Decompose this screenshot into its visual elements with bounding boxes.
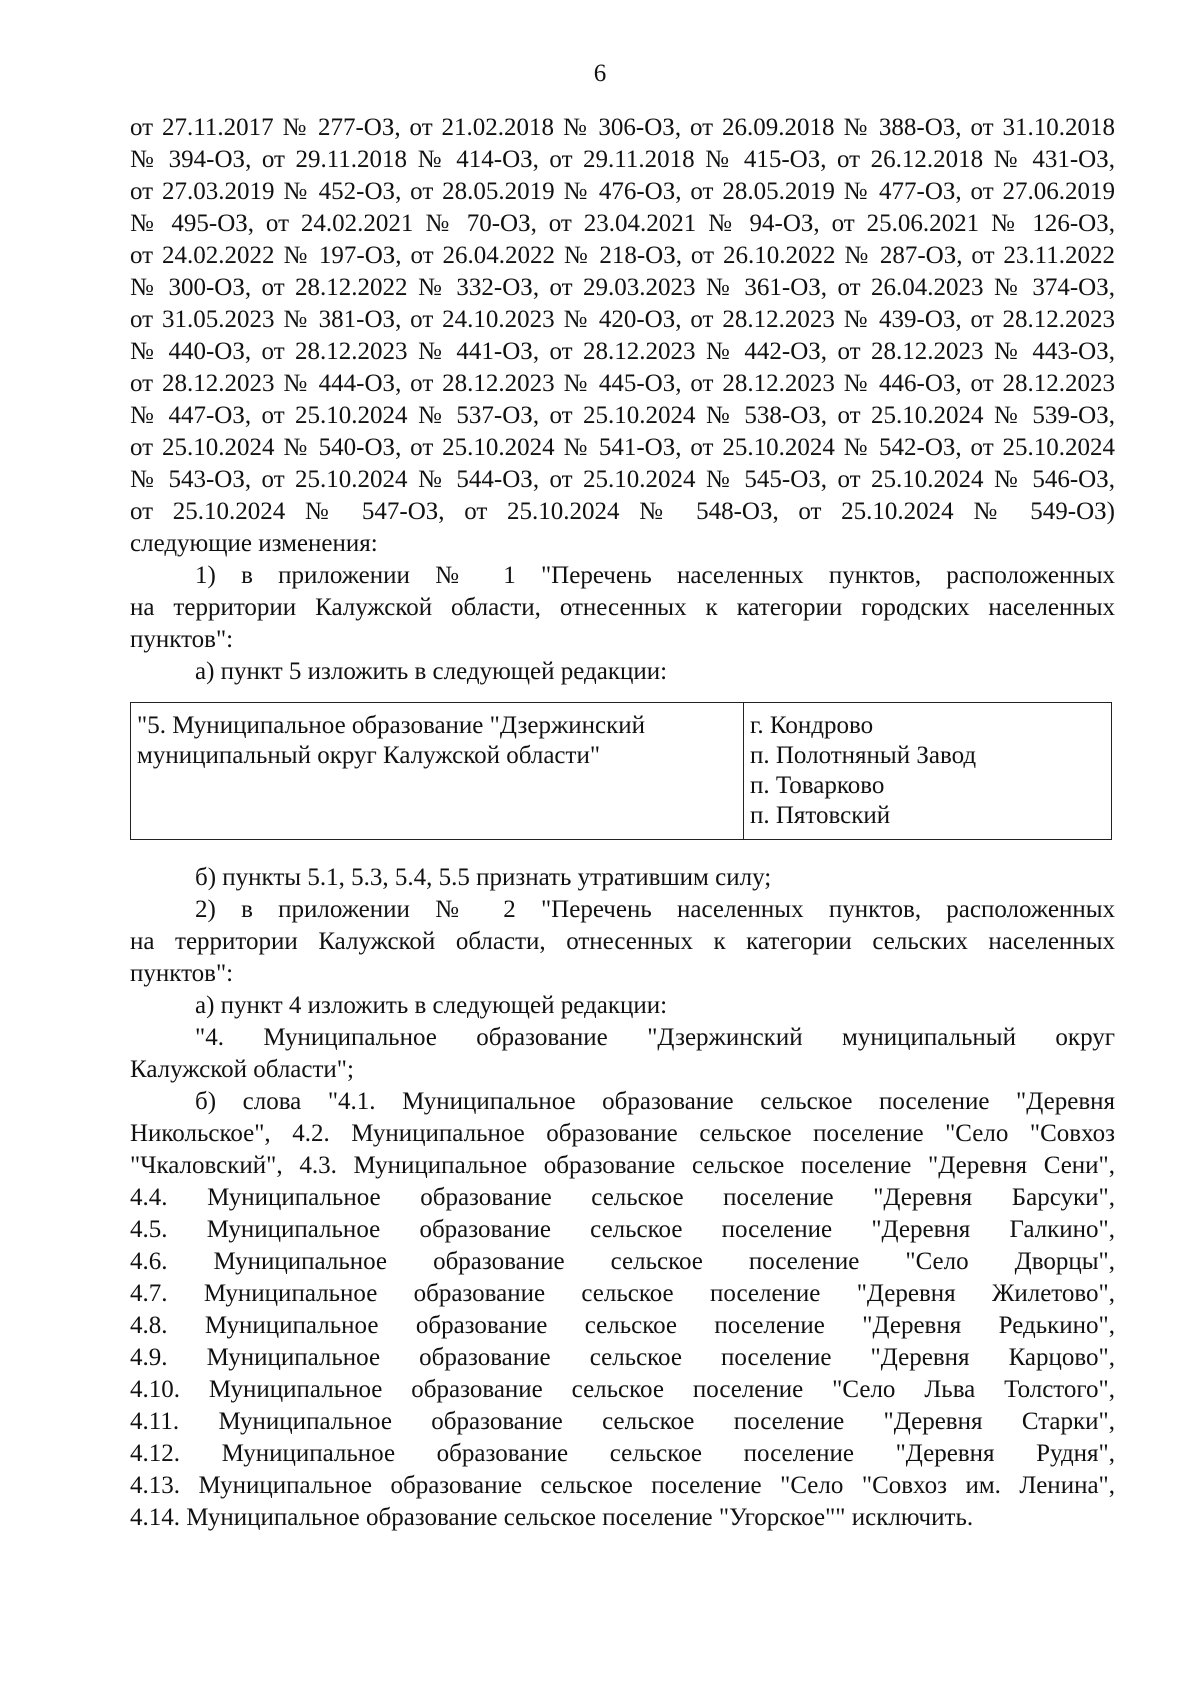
table-row — [131, 703, 1112, 840]
text-line: № 543-ОЗ, от 25.10.2024 № 544-ОЗ, от 25.10.2024 № 545-ОЗ, от 25.10.2024 № 546-ОЗ, — [130, 466, 1115, 493]
cell-line: г. Кондрово — [750, 712, 874, 739]
text-line: 4.7. Муниципальное образование сельское поселение "Деревня Жилетово", — [130, 1280, 1115, 1307]
cell-line: муниципальный округ Калужской области" — [137, 742, 601, 769]
text-line: 4.10. Муниципальное образование сельское поселение "Село Льва Толстого", — [130, 1376, 1115, 1403]
item-1a: а) пункт 5 изложить в следующей редакции: — [195, 658, 668, 685]
text-line: 4.13. Муниципальное образование сельское поселение "Село "Совхоз им. Ленина", — [130, 1472, 1115, 1499]
text-line: от 24.02.2022 № 197-ОЗ, от 26.04.2022 № 218-ОЗ, от 26.10.2022 № 287-ОЗ, от 23.11.2022 — [130, 242, 1115, 269]
text-line: 4.5. Муниципальное образование сельское поселение "Деревня Галкино", — [130, 1216, 1115, 1243]
text-line: пунктов": — [130, 626, 234, 653]
settlements-table — [130, 702, 1112, 840]
text-line: Никольское", 4.2. Муниципальное образование сельское поселение "Село "Совхоз — [130, 1120, 1115, 1147]
text-line: 4.6. Муниципальное образование сельское поселение "Село Дворцы", — [130, 1248, 1115, 1275]
text-line: "Чкаловский", 4.3. Муниципальное образование сельское поселение "Деревня Сени", — [130, 1152, 1115, 1179]
settlements-cell — [744, 703, 1112, 840]
text-line: "4. Муниципальное образование "Дзержинский муниципальный округ — [195, 1024, 1115, 1051]
item-2a: а) пункт 4 изложить в следующей редакции: — [195, 992, 668, 1019]
text-line: Калужской области"; — [130, 1056, 354, 1083]
text-line: от 31.05.2023 № 381-ОЗ, от 24.10.2023 № 420-ОЗ, от 28.12.2023 № 439-ОЗ, от 28.12.2023 — [130, 306, 1115, 333]
text-line: б) слова "4.1. Муниципальное образование сельское поселение "Деревня — [195, 1088, 1115, 1115]
text-line: от 25.10.2024 № 540-ОЗ, от 25.10.2024 № 541-ОЗ, от 25.10.2024 № 542-ОЗ, от 25.10.2024 — [130, 434, 1115, 461]
text-line: от 25.10.2024 № 547-ОЗ, от 25.10.2024 № 548-ОЗ, от 25.10.2024 № 549-ОЗ) — [130, 498, 1115, 525]
item-2a-quote — [130, 1022, 1115, 1086]
text-line: 4.8. Муниципальное образование сельское поселение "Деревня Редькино", — [130, 1312, 1115, 1339]
text-line: от 27.03.2019 № 452-ОЗ, от 28.05.2019 № 476-ОЗ, от 28.05.2019 № 477-ОЗ, от 27.06.2019 — [130, 178, 1115, 205]
page-number: 6 — [593, 60, 607, 87]
cell-line: п. Товарково — [750, 772, 885, 799]
text-line: 4.4. Муниципальное образование сельское поселение "Деревня Барсуки", — [130, 1184, 1115, 1211]
text-line: № 394-ОЗ, от 29.11.2018 № 414-ОЗ, от 29.11.2018 № 415-ОЗ, от 26.12.2018 № 431-ОЗ, — [130, 146, 1115, 173]
text-line: 2) в приложении № 2 "Перечень населенных пунктов, расположенных — [195, 896, 1115, 923]
text-line: 4.12. Муниципальное образование сельское поселение "Деревня Рудня", — [130, 1440, 1115, 1467]
cell-line: п. Пятовский — [750, 802, 891, 829]
text-line: № 495-ОЗ, от 24.02.2021 № 70-ОЗ, от 23.04.2021 № 94-ОЗ, от 25.06.2021 № 126-ОЗ, — [130, 210, 1115, 237]
item-1-paragraph — [130, 560, 1115, 656]
text-line: № 300-ОЗ, от 28.12.2022 № 332-ОЗ, от 29.03.2023 № 361-ОЗ, от 26.04.2023 № 374-ОЗ, — [130, 274, 1115, 301]
text-line: от 27.11.2017 № 277-ОЗ, от 21.02.2018 № 306-ОЗ, от 26.09.2018 № 388-ОЗ, от 31.10.2018 — [130, 114, 1115, 141]
text-line: 4.11. Муниципальное образование сельское поселение "Деревня Старки", — [130, 1408, 1115, 1435]
text-line: 1) в приложении № 1 "Перечень населенных пунктов, расположенных — [195, 562, 1115, 589]
intro-paragraph — [130, 112, 1115, 560]
text-line: № 447-ОЗ, от 25.10.2024 № 537-ОЗ, от 25.10.2024 № 538-ОЗ, от 25.10.2024 № 539-ОЗ, — [130, 402, 1115, 429]
document-body — [130, 112, 1115, 1534]
text-line: 4.9. Муниципальное образование сельское поселение "Деревня Карцово", — [130, 1344, 1115, 1371]
item-2b-paragraph — [130, 1086, 1115, 1534]
text-line: пунктов": — [130, 960, 234, 987]
cell-line: п. Полотняный Завод — [750, 742, 977, 769]
text-line: от 28.12.2023 № 444-ОЗ, от 28.12.2023 № 445-ОЗ, от 28.12.2023 № 446-ОЗ, от 28.12.2023 — [130, 370, 1115, 397]
text-line: на территории Калужской области, отнесенных к категории сельских населенных — [130, 928, 1115, 955]
item-2-paragraph — [130, 894, 1115, 990]
text-line: следующие изменения: — [130, 530, 378, 557]
item-1b: б) пункты 5.1, 5.3, 5.4, 5.5 признать утратившим силу; — [195, 864, 772, 891]
municipality-cell — [131, 703, 744, 840]
cell-line: "5. Муниципальное образование "Дзержинский — [137, 712, 646, 739]
text-line: 4.14. Муниципальное образование сельское поселение "Угорское"" исключить. — [130, 1504, 974, 1531]
text-line: № 440-ОЗ, от 28.12.2023 № 441-ОЗ, от 28.12.2023 № 442-ОЗ, от 28.12.2023 № 443-ОЗ, — [130, 338, 1115, 365]
text-line: на территории Калужской области, отнесенных к категории городских населенных — [130, 594, 1115, 621]
